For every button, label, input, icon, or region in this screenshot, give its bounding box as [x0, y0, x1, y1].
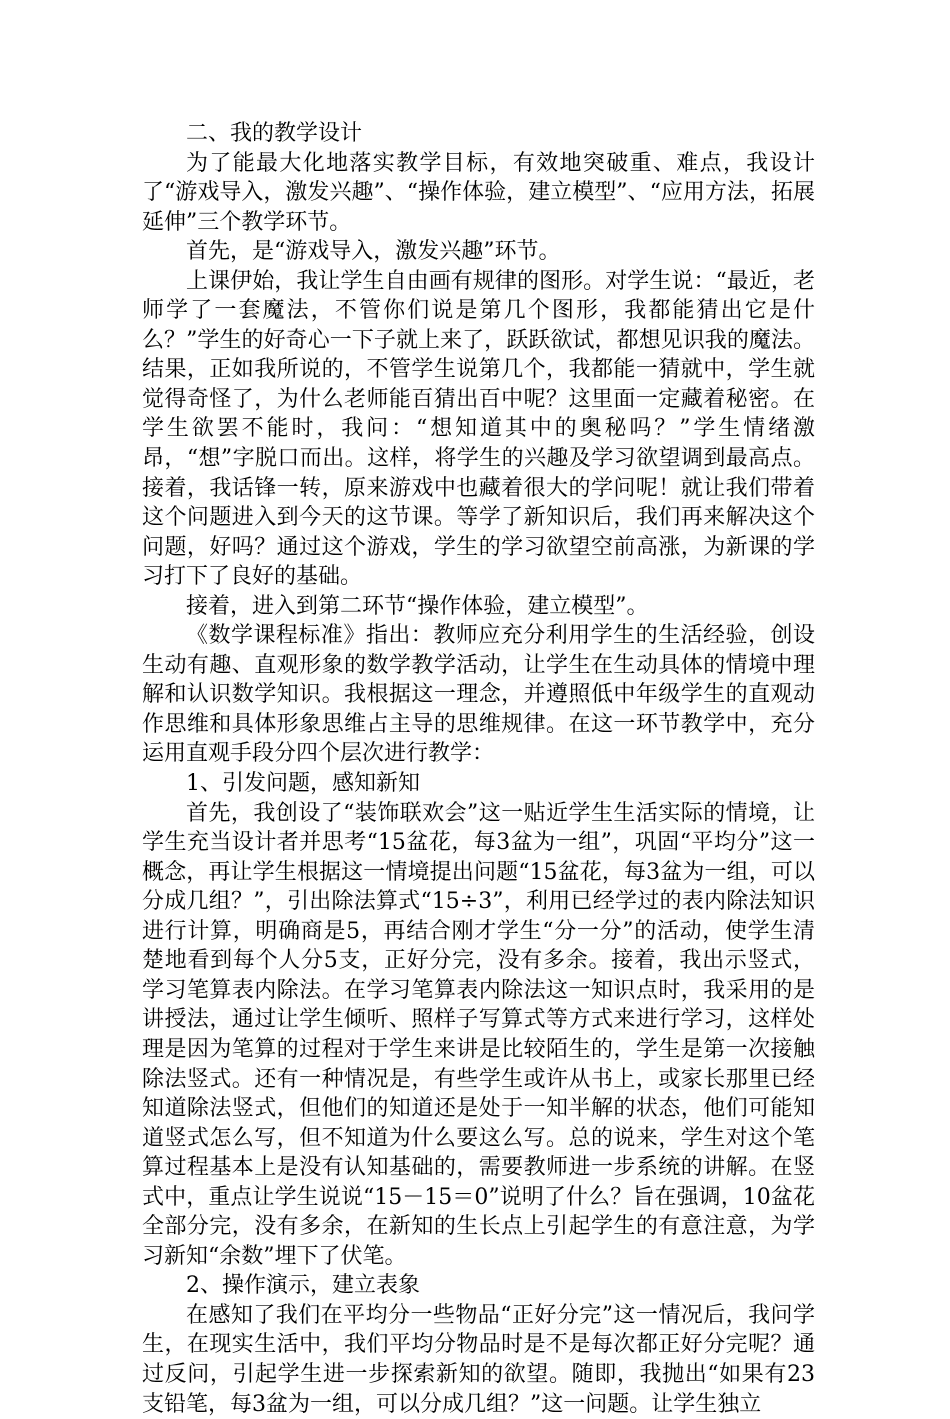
section-heading: 二、我的教学设计: [186, 121, 363, 146]
subheading-1: 1、引发问题，感知新知: [186, 771, 420, 797]
paragraph-intro: 为了能最大化地落实教学目标，有效地突破重、难点，我设计了“游戏导入，激发兴趣”、“操作体验，建立模型”、“应用方法，拓展延伸”三个教学环节。: [142, 150, 815, 235]
paragraph-decoration: 首先，我创设了“装饰联欢会”这一贴近学生生活实际的情境，让学生充当设计者并思考“15盆花，每3盆为一组”，巩固“平均分”这一概念，再让学生根据这一情境提出问题“15盆花，每3盆为一组，可以分成几组？”，引出除法算式“15÷3”，利用已经学过的表内除法知识进行计算，明确商是5，再结合刚才学生“分一分”的活动，使学生清楚地看到每个人分5支，正好分完，没有多余。接着，我出示竖式，学习笔算表内除法。在学习笔算表内除法这一知识点时，我采用的是讲授法，通过让学生倾听、照样子写算式等方式来进行学习，这样处理是因为笔算的过程对于学生来讲是比较陌生的，学生是第一次接触除法竖式。还有一种情况是，有些学生或许从书上，或家长那里已经知道除法竖式，但他们的知道还是处于一知半解的状态，他们可能知道竖式怎么写，但不知道为什么要这么写。总的说来，学生对这个笔算过程基本上是没有认知基础的，需要教师进一步系统的讲解。在竖式中，重点让学生说说“15－15＝0”说明了什么？旨在强调，10盆花全部分完，没有多余，在新知的生长点上引起学生的有意注意，为学习新知“余数”埋下了伏笔。: [142, 800, 815, 1269]
paragraph-standard: 《数学课程标准》指出：教师应充分利用学生的生活经验，创设生动有趣、直观形象的数学教学活动，让学生在生动具体的情境中理解和认识数学知识。我根据这一理念，并遵照低中年级学生的直观动作思维和具体形象思维占主导的思维规律。在这一环节教学中，充分运用直观手段分四个层次进行教学：: [142, 623, 815, 767]
document-body: [142, 119, 815, 1419]
paragraph-step-two: 接着，进入到第二环节“操作体验，建立模型”。: [186, 593, 649, 619]
paragraph-step-one: 首先，是“游戏导入，激发兴趣”环节。: [186, 239, 561, 265]
paragraph-game: 上课伊始，我让学生自由画有规律的图形。对学生说：“最近，老师学了一套魔法，不管你们说是第几个图形，我都能猜出它是什么？”学生的好奇心一下子就上来了，跃跃欲试，都想见识我的魔法。结果，正如我所说的，不管学生说第几个，我都能一猜就中，学生就觉得奇怪了，为什么老师能百猜出百中呢？这里面一定藏着秘密。在学生欲罢不能时，我问：“想知道其中的奥秘吗？”学生情绪激昂，“想”字脱口而出。这样，将学生的兴趣及学习欲望调到最高点。接着，我话锋一转，原来游戏中也藏着很大的学问呢！就让我们带着这个问题进入到今天的这节课。等学了新知识后，我们再来解决这个问题，好吗？通过这个游戏，学生的学习欲望空前高涨，为新课的学习打下了良好的基础。: [142, 268, 815, 590]
paragraph-operation: 在感知了我们在平均分一些物品“正好分完”这一情况后，我问学生，在现实生活中，我们平均分物品时是不是每次都正好分完呢？通过反问，引起学生进一步探索新知的欲望。随即，我抛出“如果有23支铅笔，每3盆为一组，可以分成几组？”这一问题。让学生独立: [142, 1302, 815, 1417]
subheading-2: 2、操作演示，建立表象: [186, 1273, 420, 1299]
